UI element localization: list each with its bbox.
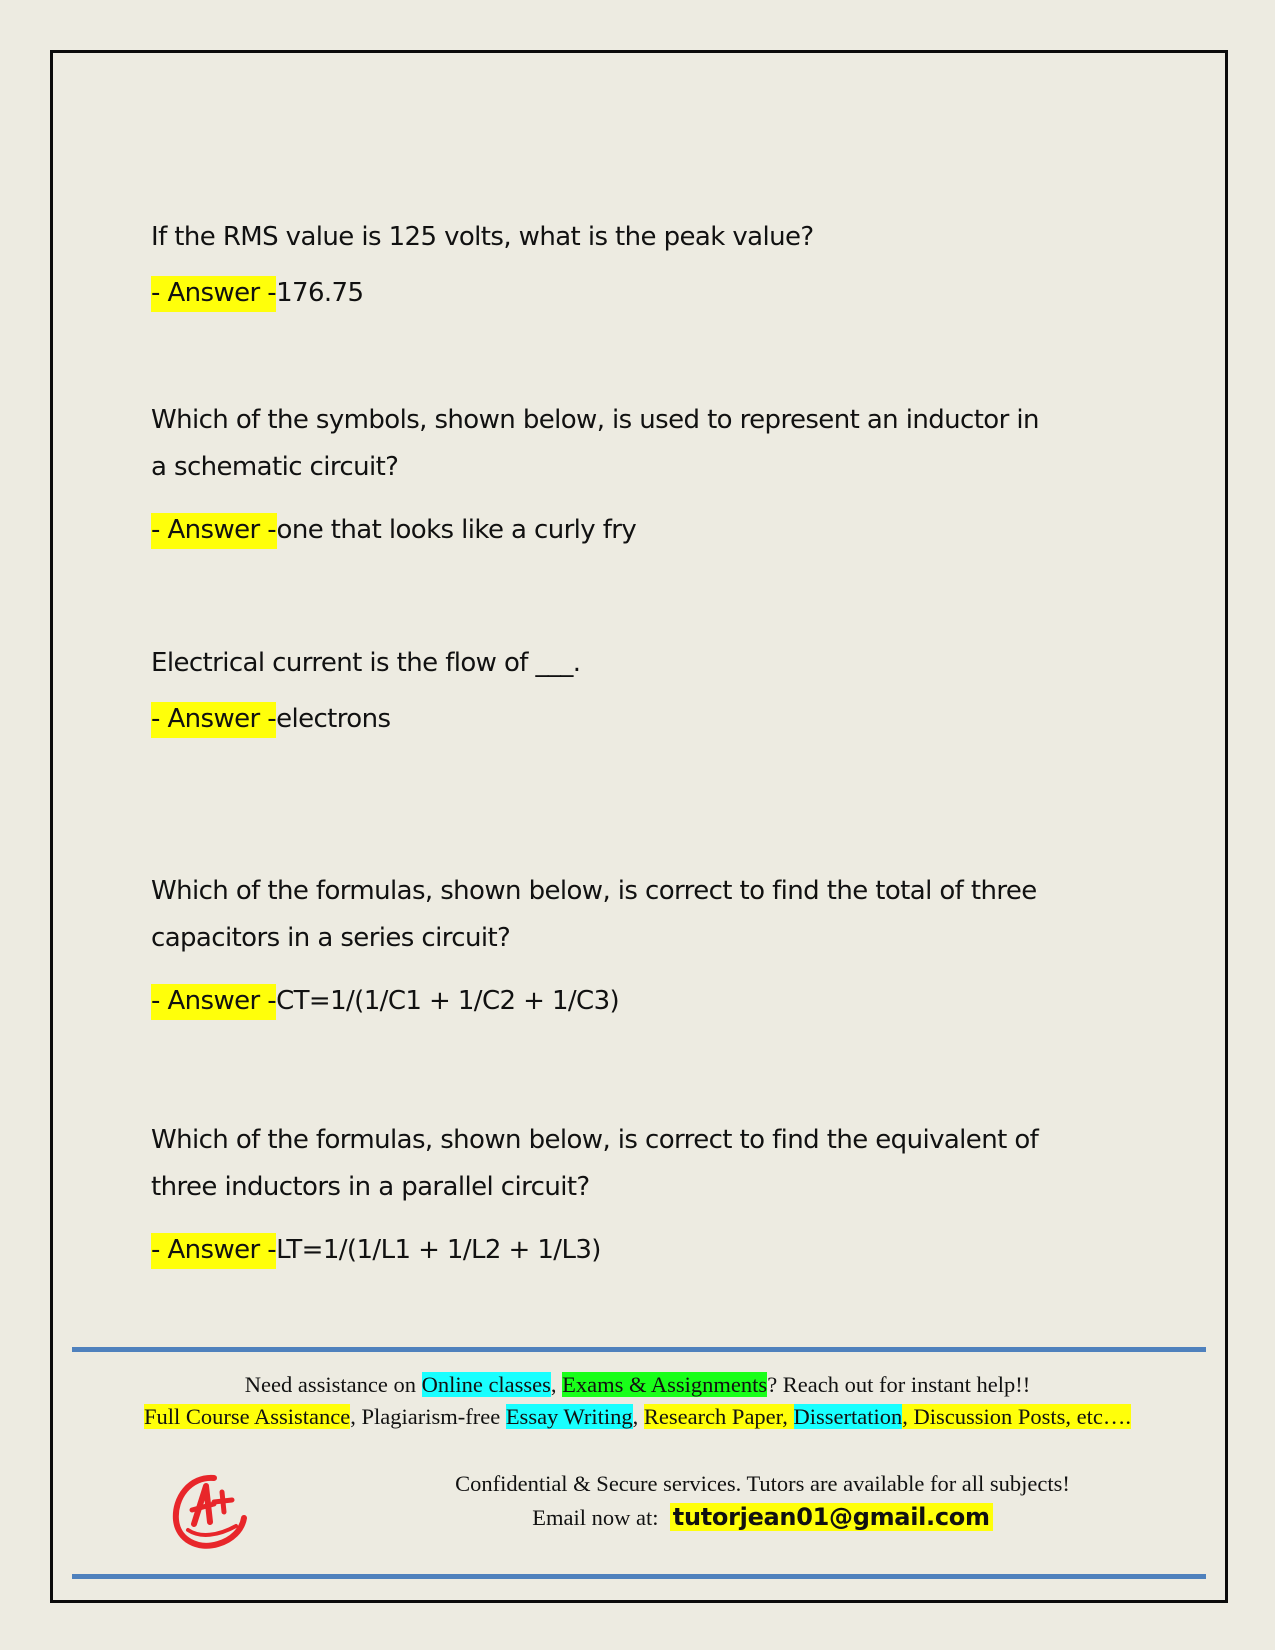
- qa-block-5: [151, 1117, 1141, 1265]
- promo-essay-writing: Essay Writing: [505, 1404, 633, 1429]
- answer-label: - Answer -: [151, 1233, 276, 1269]
- answer-value: LT=1/(1/L1 + 1/L2 + 1/L3): [276, 1235, 601, 1265]
- footer-confidential-line: Confidential & Secure services. Tutors are available for all subjects!: [455, 1471, 1070, 1496]
- promo-full-course: Full Course Assistance: [143, 1404, 351, 1429]
- promo-discussion-posts: , Discussion Posts, etc….: [902, 1404, 1132, 1429]
- answer-line: [151, 702, 390, 736]
- answer-label: - Answer -: [151, 513, 277, 549]
- answer-line: [151, 513, 636, 547]
- question-text: three inductors in a parallel circuit?: [151, 1172, 590, 1202]
- qa-block-4: [151, 868, 1141, 1016]
- answer-label: - Answer -: [151, 702, 276, 738]
- answer-label: - Answer -: [151, 276, 276, 312]
- promo-text: ,: [632, 1404, 644, 1429]
- footer-promo-line-2: [50, 1403, 1225, 1431]
- question-text: capacitors in a series circuit?: [151, 923, 511, 953]
- footer-bottom-divider: [72, 1574, 1206, 1579]
- promo-text: ,: [550, 1372, 563, 1397]
- promo-text: Need assistance on: [244, 1372, 422, 1397]
- answer-line: [151, 276, 363, 310]
- footer-top-divider: [72, 1347, 1206, 1352]
- answer-line: [151, 1233, 601, 1267]
- answer-value: 176.75: [276, 278, 364, 308]
- question-text: Which of the formulas, shown below, is correct to find the equivalent of: [151, 1125, 1039, 1155]
- footer-promo-line-1: [50, 1371, 1225, 1399]
- promo-dissertation: Dissertation: [793, 1404, 903, 1429]
- question-text: If the RMS value is 125 volts, what is the peak value?: [151, 222, 814, 252]
- question-text: Electrical current is the flow of ___.: [151, 648, 581, 678]
- question-text: Which of the symbols, shown below, is used to represent an inductor in: [151, 405, 1039, 435]
- email-label: Email now at:: [532, 1505, 670, 1530]
- qa-block-3: [151, 640, 1141, 734]
- question-text: Which of the formulas, shown below, is correct to find the total of three: [151, 876, 1037, 906]
- answer-value: CT=1/(1/C1 + 1/C2 + 1/C3): [276, 986, 620, 1016]
- footer-email-line: [175, 1503, 1275, 1532]
- promo-text: ? Reach out for instant help!!: [767, 1372, 1031, 1397]
- promo-online-classes: Online classes: [421, 1372, 551, 1397]
- promo-research-paper: Research Paper,: [643, 1404, 794, 1429]
- promo-exams-assignments: Exams & Assignments: [562, 1372, 768, 1397]
- answer-value: one that looks like a curly fry: [276, 515, 637, 545]
- answer-value: electrons: [276, 704, 391, 734]
- email-link[interactable]: tutorjean01@gmail.com: [670, 1503, 993, 1531]
- answer-line: [151, 984, 619, 1018]
- promo-text: , Plagiarism-free: [350, 1404, 506, 1429]
- qa-block-1: [151, 214, 1141, 308]
- answer-label: - Answer -: [151, 984, 276, 1020]
- question-text: a schematic circuit?: [151, 452, 399, 482]
- qa-block-2: [151, 397, 1141, 545]
